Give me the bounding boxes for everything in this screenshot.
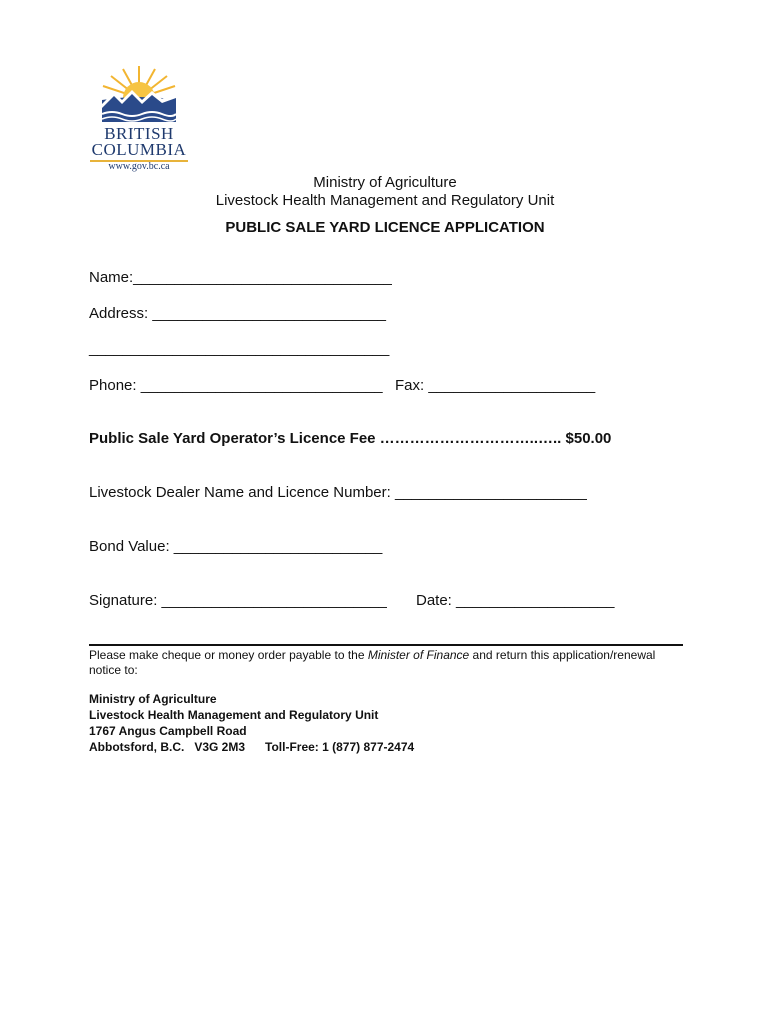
section-divider [89, 644, 683, 646]
logo-url: www.gov.bc.ca [108, 161, 170, 172]
sun-mountains-icon [84, 64, 194, 124]
bond-value-field[interactable]: Bond Value: _________________________ [89, 538, 383, 555]
bc-government-logo [84, 64, 194, 176]
fax-field[interactable]: Fax: ____________________ [395, 377, 596, 394]
payment-instructions-part1: Please make cheque or money order payable to the [89, 648, 368, 662]
payment-instructions [89, 648, 689, 678]
logo-wordmark-line2: COLUMBIA [91, 140, 187, 159]
name-field[interactable]: Name:_______________________________ [89, 269, 392, 286]
date-field[interactable]: Date: ___________________ [416, 592, 615, 609]
licence-fee-line: Public Sale Yard Operator’s Licence Fee …………………………..….. $50.00 [89, 430, 612, 447]
address-city-phone: Abbotsford, B.C. V3G 2M3 Toll-Free: 1 (877) 877-2474 [89, 740, 415, 754]
address-field[interactable]: Address: ____________________________ [89, 305, 386, 322]
phone-field[interactable]: Phone: _____________________________ [89, 377, 383, 394]
address-ministry: Ministry of Agriculture [89, 692, 217, 706]
signature-field[interactable]: Signature: ___________________________ [89, 592, 387, 609]
payee-name: Minister of Finance [367, 648, 470, 662]
page-title: PUBLIC SALE YARD LICENCE APPLICATION [225, 219, 545, 236]
dealer-name-licence-field[interactable]: Livestock Dealer Name and Licence Number: _______________________ [89, 484, 587, 501]
address-street: 1767 Angus Campbell Road [89, 724, 247, 738]
logo-wordmark-line1: BRITISH [104, 124, 174, 143]
ministry-name: Ministry of Agriculture [313, 174, 457, 191]
address-line2-field[interactable]: ____________________________________ [89, 340, 390, 357]
unit-name: Livestock Health Management and Regulatory Unit [215, 192, 555, 209]
payment-instructions-part2: and return this application/renewal notice to: [89, 648, 656, 677]
address-unit: Livestock Health Management and Regulatory Unit [89, 708, 379, 722]
